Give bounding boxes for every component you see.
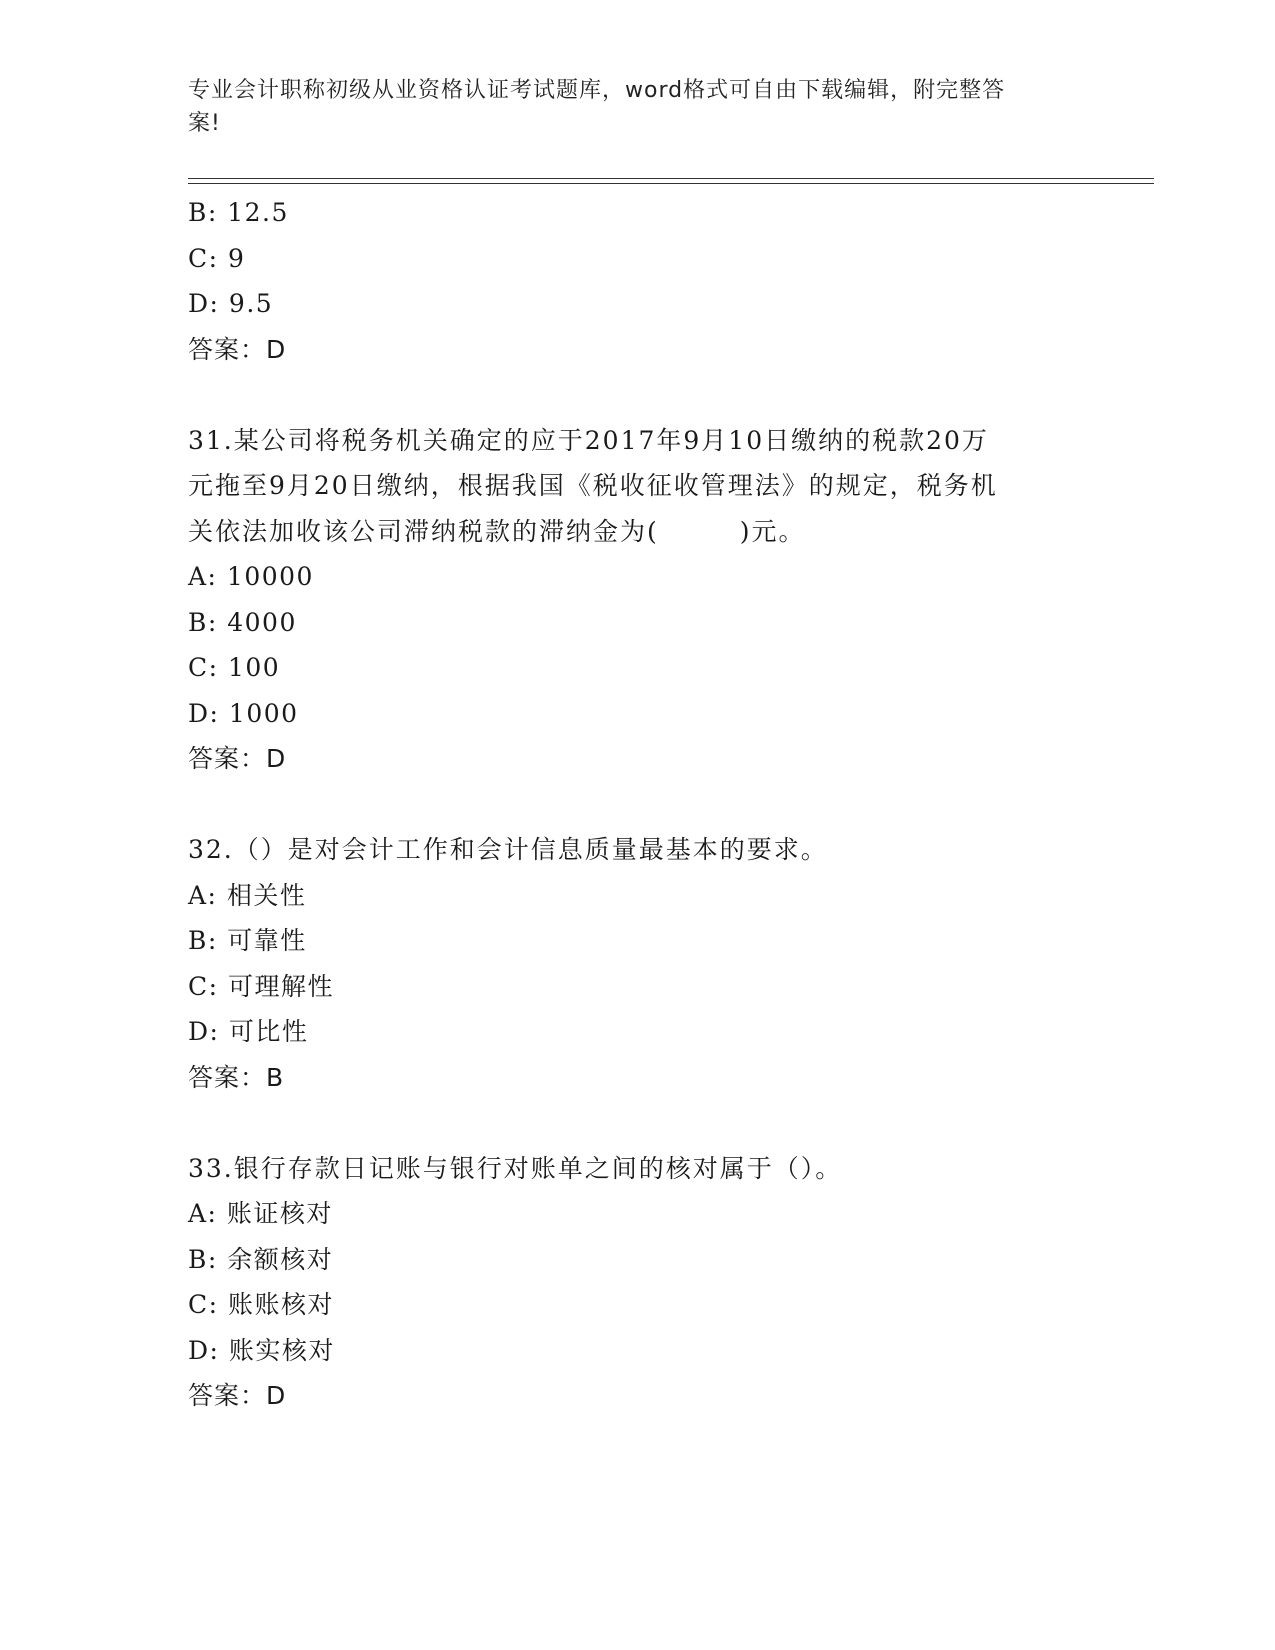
answer-line: 答案：D bbox=[188, 744, 287, 773]
question-stem-line: 32.（）是对会计工作和会计信息质量最基本的要求。 bbox=[188, 835, 828, 864]
question-stem-line: 33.银行存款日记账与银行对账单之间的核对属于（）。 bbox=[188, 1153, 843, 1183]
answer-line: 答案：B bbox=[188, 1062, 285, 1092]
option-c: C: 可理解性 bbox=[188, 971, 334, 1001]
question-stem-line: 元拖至9月20日缴纳，根据我国《税收征收管理法》的规定，税务机 bbox=[188, 471, 998, 500]
option-b: B: 12.5 bbox=[188, 198, 289, 227]
option-d: D: 账实核对 bbox=[188, 1335, 335, 1365]
header-rule-bottom bbox=[188, 183, 1154, 184]
option-d: D: 1000 bbox=[188, 698, 299, 728]
spacer bbox=[188, 1100, 1088, 1146]
question-stem-line: 31.某公司将税务机关确定的应于2017年9月10日缴纳的税款20万 bbox=[188, 425, 989, 455]
question-31 bbox=[188, 418, 1088, 782]
page-header bbox=[188, 74, 1068, 140]
answer-line: 答案：D bbox=[188, 1381, 287, 1410]
header-line-2: 案! bbox=[188, 111, 221, 136]
option-a: A: 10000 bbox=[188, 562, 314, 591]
option-a: A: 相关性 bbox=[188, 880, 307, 910]
question-33 bbox=[188, 1146, 1088, 1419]
option-d: D: 可比性 bbox=[188, 1017, 309, 1046]
question-list bbox=[188, 190, 1088, 1419]
header-line-1: 专业会计职称初级从业资格认证考试题库，word格式可自由下载编辑，附完整答 bbox=[188, 78, 1006, 103]
option-b: B: 可靠性 bbox=[188, 926, 307, 955]
option-d: D: 9.5 bbox=[188, 289, 274, 318]
question-30-tail bbox=[188, 190, 1088, 372]
option-b: B: 4000 bbox=[188, 607, 297, 637]
spacer bbox=[188, 372, 1088, 418]
question-stem-line: 关依法加收该公司滞纳税款的滞纳金为( )元。 bbox=[188, 516, 806, 546]
answer-line: 答案：D bbox=[188, 334, 287, 364]
spacer bbox=[188, 782, 1088, 828]
option-b: B: 余额核对 bbox=[188, 1244, 334, 1274]
question-32 bbox=[188, 827, 1088, 1100]
header-rule-top bbox=[188, 178, 1154, 179]
option-c: C: 账账核对 bbox=[188, 1290, 334, 1319]
option-c: C: 100 bbox=[188, 653, 281, 682]
option-c: C: 9 bbox=[188, 243, 246, 273]
option-a: A: 账证核对 bbox=[188, 1199, 333, 1228]
